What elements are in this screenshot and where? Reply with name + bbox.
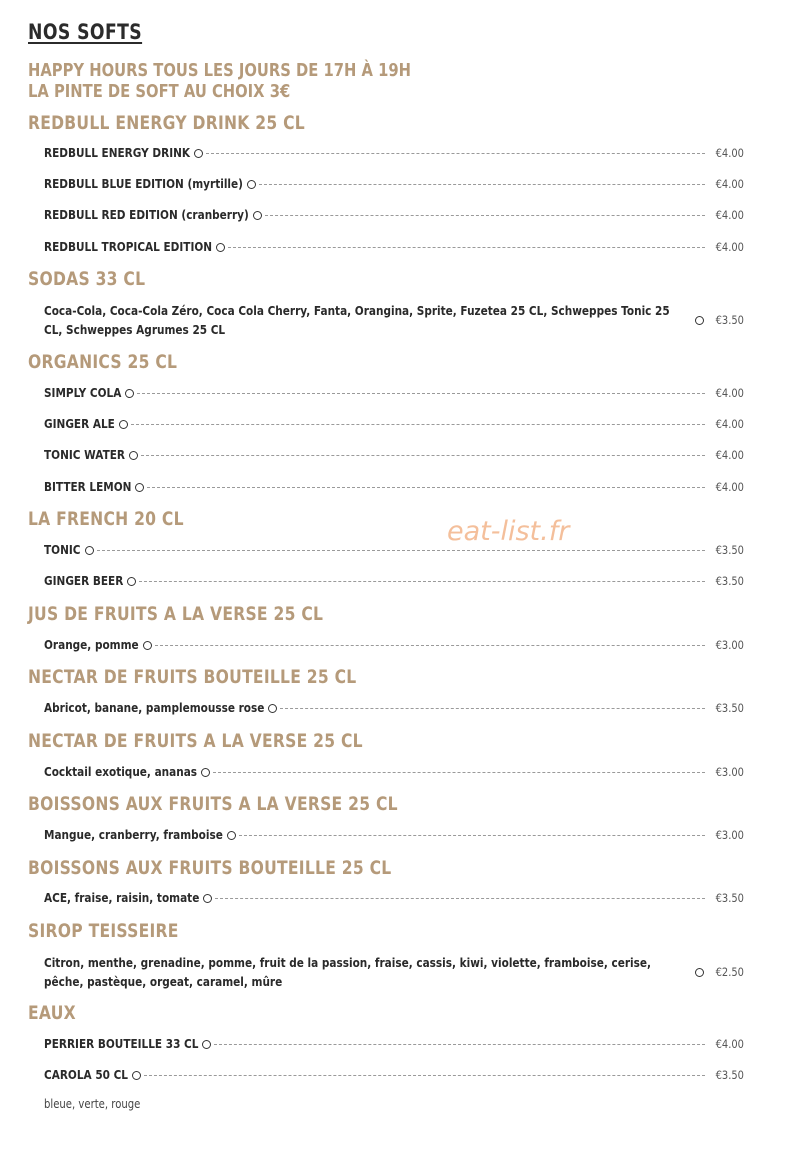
bullet-circle-icon	[143, 641, 152, 650]
bullet-circle-icon	[201, 768, 210, 777]
dotted-leader	[239, 835, 705, 836]
bullet-circle-icon	[695, 316, 704, 325]
menu-item	[44, 477, 744, 497]
bullet-circle-icon	[125, 389, 134, 398]
item-price: €3.00	[715, 765, 744, 779]
dotted-leader	[228, 247, 705, 248]
menu-item	[44, 414, 744, 434]
item-price: €4.00	[715, 146, 744, 160]
bullet-circle-icon	[194, 149, 203, 158]
happy-hours-line-2: LA PINTE DE SOFT AU CHOIX 3€	[28, 81, 291, 102]
item-name: REDBULL RED EDITION (cranberry)	[44, 207, 249, 222]
item-name: BITTER LEMON	[44, 479, 132, 494]
menu-item	[44, 953, 744, 991]
item-price: €3.50	[715, 891, 744, 905]
section-title-la-french: LA FRENCH 20 CL	[28, 508, 184, 530]
item-price: €3.50	[715, 1068, 744, 1082]
item-price: €2.50	[715, 965, 744, 979]
bullet-circle-icon	[227, 831, 236, 840]
section-title-jus-verse: JUS DE FRUITS A LA VERSE 25 CL	[28, 603, 324, 625]
dotted-leader	[155, 645, 705, 646]
item-price: €3.00	[715, 638, 744, 652]
watermark: eat-list.fr	[447, 516, 570, 547]
section-title-boissons-verse: BOISSONS AUX FRUITS A LA VERSE 25 CL	[28, 793, 398, 815]
item-price: €3.00	[715, 828, 744, 842]
item-price: €3.50	[715, 574, 744, 588]
section-title-redbull: REDBULL ENERGY DRINK 25 CL	[28, 112, 305, 134]
menu-item	[44, 825, 744, 845]
bullet-circle-icon	[247, 180, 256, 189]
item-price: €3.50	[715, 313, 744, 327]
item-name: Orange, pomme	[44, 637, 139, 652]
section-title-nectar-verse: NECTAR DE FRUITS A LA VERSE 25 CL	[28, 730, 363, 752]
item-name: Mangue, cranberry, framboise	[44, 827, 223, 842]
menu-item	[44, 540, 744, 560]
happy-hours-line-1: HAPPY HOURS TOUS LES JOURS DE 17H À 19H	[28, 60, 412, 81]
item-name: REDBULL ENERGY DRINK	[44, 145, 191, 160]
item-name: GINGER ALE	[44, 416, 115, 431]
dotted-leader	[144, 1075, 705, 1076]
bullet-circle-icon	[253, 211, 262, 220]
item-price: €4.00	[715, 208, 744, 222]
bullet-circle-icon	[129, 451, 138, 460]
item-name: TONIC	[44, 542, 81, 557]
section-title-sirop: SIROP TEISSEIRE	[28, 920, 179, 942]
dotted-leader	[213, 772, 705, 773]
bullet-circle-icon	[132, 1071, 141, 1080]
item-name: CAROLA 50 CL	[44, 1067, 128, 1082]
dotted-leader	[280, 708, 705, 709]
item-name: Abricot, banane, pamplemousse rose	[44, 700, 265, 715]
item-price: €4.00	[715, 417, 744, 431]
section-title-boissons-bouteille: BOISSONS AUX FRUITS BOUTEILLE 25 CL	[28, 857, 392, 879]
menu-item	[44, 1034, 744, 1054]
dotted-leader	[137, 393, 705, 394]
item-price: €3.50	[715, 701, 744, 715]
section-title-nectar-bouteille: NECTAR DE FRUITS BOUTEILLE 25 CL	[28, 666, 357, 688]
item-name: REDBULL BLUE EDITION (myrtille)	[44, 176, 243, 191]
menu-item	[44, 205, 744, 225]
bullet-circle-icon	[85, 546, 94, 555]
item-price: €4.00	[715, 480, 744, 494]
dotted-leader	[139, 581, 705, 582]
bullet-circle-icon	[268, 704, 277, 713]
menu-item	[44, 698, 744, 718]
dotted-leader	[97, 550, 706, 551]
bullet-circle-icon	[119, 420, 128, 429]
dotted-leader	[214, 1044, 705, 1045]
dotted-leader	[265, 215, 705, 216]
item-price: €4.00	[715, 177, 744, 191]
menu-item	[44, 174, 744, 194]
dotted-leader	[215, 898, 705, 899]
item-name: Cocktail exotique, ananas	[44, 764, 198, 779]
section-title-eaux: EAUX	[28, 1002, 76, 1024]
menu-item	[44, 571, 744, 591]
menu-item	[44, 143, 744, 163]
item-price: €3.50	[715, 543, 744, 557]
item-price: €4.00	[715, 386, 744, 400]
item-name: Citron, menthe, grenadine, pomme, fruit de la passion, fraise, cassis, kiwi, violette, framboise, cerise, pêche, pastèque, orgeat, caramel, mûre	[44, 955, 651, 989]
item-price: €4.00	[715, 1037, 744, 1051]
menu-item	[44, 762, 744, 782]
dotted-leader	[206, 153, 705, 154]
item-name: PERRIER BOUTEILLE 33 CL	[44, 1036, 199, 1051]
menu-item	[44, 301, 744, 339]
menu-item	[44, 445, 744, 465]
bullet-circle-icon	[203, 894, 212, 903]
happy-hours-banner	[28, 60, 411, 102]
dotted-leader	[141, 455, 705, 456]
item-name: Coca-Cola, Coca-Cola Zéro, Coca Cola Cherry, Fanta, Orangina, Sprite, Fuzetea 25 CL, Schweppes Tonic 25 CL, Schweppes Agrumes 25 CL	[44, 303, 670, 337]
item-name: SIMPLY COLA	[44, 385, 122, 400]
item-name: ACE, fraise, raisin, tomate	[44, 890, 200, 905]
dotted-leader	[131, 424, 705, 425]
menu-item	[44, 237, 744, 257]
item-price: €4.00	[715, 448, 744, 462]
section-title-organics: ORGANICS 25 CL	[28, 351, 178, 373]
menu-item	[44, 888, 744, 908]
menu-item	[44, 635, 744, 655]
bullet-circle-icon	[135, 483, 144, 492]
page-title: NOS SOFTS	[28, 20, 143, 44]
item-name: TONIC WATER	[44, 447, 125, 462]
item-price: €4.00	[715, 240, 744, 254]
dotted-leader	[147, 487, 705, 488]
bullet-circle-icon	[695, 968, 704, 977]
bullet-circle-icon	[202, 1040, 211, 1049]
item-name: REDBULL TROPICAL EDITION	[44, 239, 213, 254]
dotted-leader	[259, 184, 705, 185]
item-note: bleue, verte, rouge	[44, 1097, 141, 1111]
bullet-circle-icon	[216, 243, 225, 252]
section-title-sodas: SODAS 33 CL	[28, 268, 146, 290]
menu-item	[44, 1065, 744, 1085]
menu-item	[44, 383, 744, 403]
bullet-circle-icon	[127, 577, 136, 586]
item-name: GINGER BEER	[44, 573, 124, 588]
